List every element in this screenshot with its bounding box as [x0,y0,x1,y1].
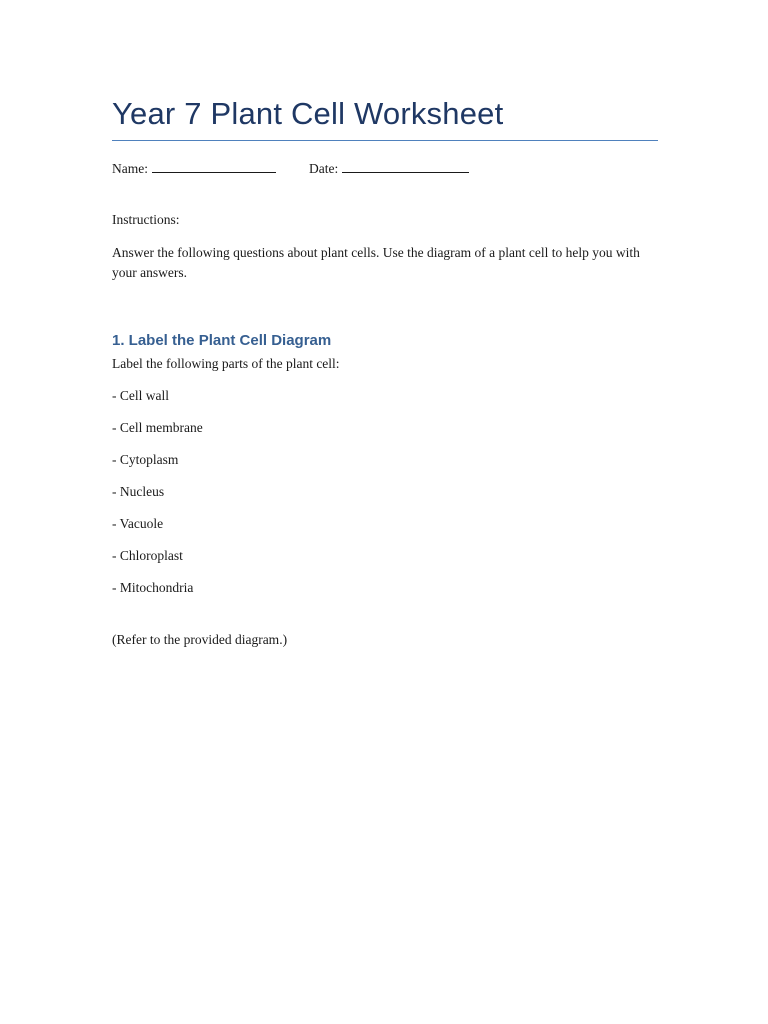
list-item: - Nucleus [112,484,165,499]
page-title: Year 7 Plant Cell Worksheet [112,94,658,141]
name-field [112,160,309,178]
date-blank-line[interactable] [342,160,469,173]
section-heading: 1. Label the Plant Cell Diagram [112,332,332,349]
name-blank-line[interactable] [152,160,276,173]
list-item: - Chloroplast [112,548,183,563]
name-date-row [112,160,658,178]
name-label: Name: [112,161,148,176]
list-item: - Vacuole [112,516,164,531]
section-intro: Label the following parts of the plant cell: [112,356,340,371]
list-item: - Cytoplasm [112,452,179,467]
instructions-text: Answer the following questions about plant cells. Use the diagram of a plant cell to help you with your answers. [112,245,640,280]
list-item: - Mitochondria [112,580,194,595]
date-field [309,160,469,178]
list-item: - Cell wall [112,388,169,403]
instructions-label: Instructions: [112,212,180,227]
date-label: Date: [309,161,339,176]
refer-note: (Refer to the provided diagram.) [112,632,288,647]
worksheet-page [112,94,658,649]
list-item: - Cell membrane [112,420,203,435]
parts-list [112,387,658,597]
